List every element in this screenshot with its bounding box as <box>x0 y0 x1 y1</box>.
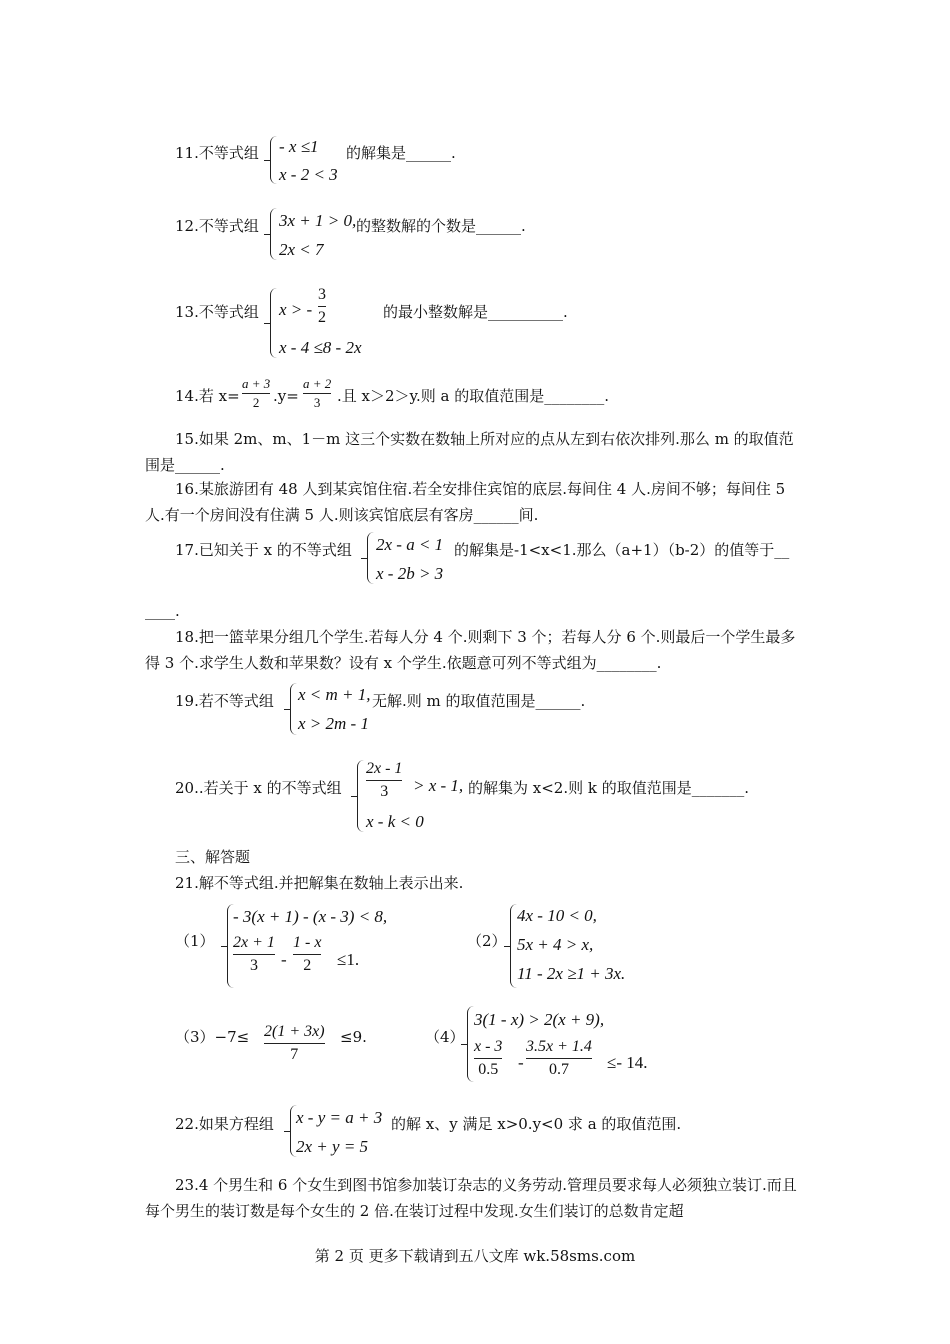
q13-tail: 的最小整数解是__________. <box>383 303 568 321</box>
q21-part1-frac1 <box>233 934 275 974</box>
q20-line2: x - k < 0 <box>366 812 424 831</box>
q21-part4-frac2 <box>526 1038 592 1078</box>
q21-part4-frac1 <box>474 1038 502 1078</box>
q21-part3-frac-bar <box>264 1043 325 1044</box>
q13-line1-lhs: x > - <box>279 300 313 319</box>
q21-part1-frac2 <box>293 934 321 974</box>
q14-frac-y <box>303 377 331 411</box>
q14-frac-y-bar <box>303 393 331 394</box>
q21-part4-frac1-num: x - 3 <box>474 1038 503 1055</box>
q21-part3-end: ≤9. <box>340 1028 367 1046</box>
q12-label: 12.不等式组 <box>175 217 259 235</box>
q17-tail: 的解集是-1<x<1.那么（a+1）（b-2）的值等于__ <box>454 541 790 559</box>
q20-tail: 的解集为 x<2.则 k 的取值范围是_______. <box>468 779 750 797</box>
q21-part4-frac1-den: 0.5 <box>478 1060 499 1078</box>
q13-label: 13.不等式组 <box>175 303 259 321</box>
q22-tail: 的解 x、y 满足 x>0.y<0 求 a 的取值范围. <box>391 1115 682 1133</box>
q19-line1: x < m + 1, <box>298 685 371 704</box>
q21-part4-minus: - <box>518 1053 524 1072</box>
q13-brace <box>270 288 277 358</box>
q21-part1-line1: - 3(x + 1) - (x - 3) < 8, <box>233 907 388 926</box>
q14-tail: .且 x＞2＞y.则 a 的取值范围是________. <box>337 387 610 405</box>
q17-brace <box>367 532 374 584</box>
q22-label: 22.如果方程组 <box>175 1115 274 1133</box>
q14-frac-x <box>242 377 270 411</box>
q21-part1-frac1-bar <box>233 954 275 955</box>
q14-start: 14.若 x= <box>175 387 240 405</box>
section-heading: 三、解答题 <box>175 848 251 866</box>
q21-part1-frac2-bar <box>293 954 321 955</box>
q12-line1: 3x + 1 > 0, <box>279 211 357 230</box>
q11-line1: - x ≤1 <box>279 137 319 156</box>
q21-part4-frac2-bar <box>526 1058 592 1059</box>
q21-part2-label: （2） <box>467 932 507 950</box>
q14-frac-x-den: 2 <box>252 395 260 411</box>
q20-label: 20..若关于 x 的不等式组 <box>175 779 342 797</box>
q21-part1-frac1-den: 3 <box>249 956 258 974</box>
q11-line2: x - 2 < 3 <box>279 165 338 184</box>
q22-line2: 2x + y = 5 <box>296 1137 369 1156</box>
q18-text: 18.把一篮苹果分组几个学生.若每人分 4 个.则剩下 3 个；若每人分 6 个.则最后一个学生最多得 3 个.求学生人数和苹果数？设有 x 个学生.依题意可列不等式组为________. <box>145 628 796 672</box>
q13-line2: x - 4 ≤8 - 2x <box>279 338 362 357</box>
q20-fraction <box>366 760 402 800</box>
q15-text: 15.如果 2m、m、1－m 这三个实数在数轴上所对应的点从左到右依次排列.那么 m 的取值范围是______. <box>145 430 794 474</box>
q13-frac-den: 2 <box>318 308 326 326</box>
q20-frac-num: 2x - 1 <box>366 760 403 777</box>
q14-frac-x-bar <box>242 393 270 394</box>
q21-part1-frac1-num: 2x + 1 <box>233 934 275 951</box>
q19-label: 19.若不等式组 <box>175 692 274 710</box>
q20-frac-bar <box>366 780 402 781</box>
q21-part1-frac2-den: 2 <box>303 956 312 974</box>
q11-tail: 的解集是______. <box>346 144 456 162</box>
q21-part2-brace <box>510 904 517 988</box>
q14-frac-y-num: a + 2 <box>303 376 332 391</box>
q13-frac-num: 3 <box>318 286 326 303</box>
q12-tail: 的整数解的个数是______. <box>356 217 526 235</box>
q11-brace <box>270 136 277 184</box>
q21-part3-label: （3）−7≤ <box>175 1028 250 1046</box>
q17-label: 17.已知关于 x 的不等式组 <box>175 541 352 559</box>
q14-frac-x-num: a + 3 <box>242 376 271 391</box>
q22-line1: x - y = a + 3 <box>296 1108 383 1127</box>
q19-brace <box>290 683 297 735</box>
q21-part4-line1: 3(1 - x) > 2(x + 9), <box>474 1010 605 1029</box>
q21-part4-frac2-num: 3.5x + 1.4 <box>526 1038 592 1055</box>
q21-part4-frac2-den: 0.7 <box>548 1060 569 1078</box>
q21-part1-frac2-num: 1 - x <box>293 934 322 951</box>
q21-part4-brace <box>467 1006 474 1082</box>
q20-frac-den: 3 <box>380 782 389 800</box>
q13-fraction <box>318 286 326 326</box>
q21-part3-frac-den: 7 <box>290 1045 299 1063</box>
q14-frac-y-den: 3 <box>313 395 321 411</box>
q23-text: 23.4 个男生和 6 个女生到图书馆参加装订杂志的义务劳动.管理员要求每人必须独立装订.而且每个男生的装订数是每个女生的 2 倍.在装订过程中发现.女生们装订的总数肯定超 <box>145 1176 797 1220</box>
q13-frac-bar <box>318 306 326 307</box>
q14-mid: .y= <box>273 387 299 405</box>
q21-part3-frac-num: 2(1 + 3x) <box>264 1023 325 1040</box>
q21-part2-line3: 11 - 2x ≥1 + 3x. <box>517 964 626 983</box>
page-footer: 第 2 页 更多下载请到五八文库 wk.58sms.com <box>314 1247 636 1265</box>
q11-label: 11.不等式组 <box>175 144 259 162</box>
q20-brace <box>357 760 364 832</box>
q21-part1-label: （1） <box>175 932 215 950</box>
q21-title: 21.解不等式组.并把解集在数轴上表示出来. <box>175 874 464 892</box>
q20-line1-rhs: > x - 1, <box>413 776 464 795</box>
q21-part3-fraction <box>264 1023 325 1063</box>
q19-tail: 无解.则 m 的取值范围是______. <box>372 692 586 710</box>
q16-text: 16.某旅游团有 48 人到某宾馆住宿.若全安排住宾馆的底层.每间住 4 人.房间不够；每间住 5 人.有一个房间没有住满 5 人.则该宾馆底层有客房______间. <box>145 480 786 524</box>
q17-line1: 2x - a < 1 <box>376 535 444 554</box>
q17-line2: x - 2b > 3 <box>376 564 444 583</box>
q19-line2: x > 2m - 1 <box>298 714 369 733</box>
q21-part2-line1: 4x - 10 < 0, <box>517 906 597 925</box>
q21-part2-line2: 5x + 4 > x, <box>517 935 594 954</box>
q21-part1-end: ≤1. <box>337 950 360 969</box>
q17-continuation: ____. <box>145 602 180 620</box>
q21-part4-end: ≤- 14. <box>607 1053 648 1072</box>
q21-part4-frac1-bar <box>474 1058 502 1059</box>
q12-line2: 2x < 7 <box>279 240 324 259</box>
q12-brace <box>270 208 277 260</box>
q21-part1-minus: - <box>281 950 287 969</box>
q21-part4-label: （4） <box>425 1028 465 1046</box>
